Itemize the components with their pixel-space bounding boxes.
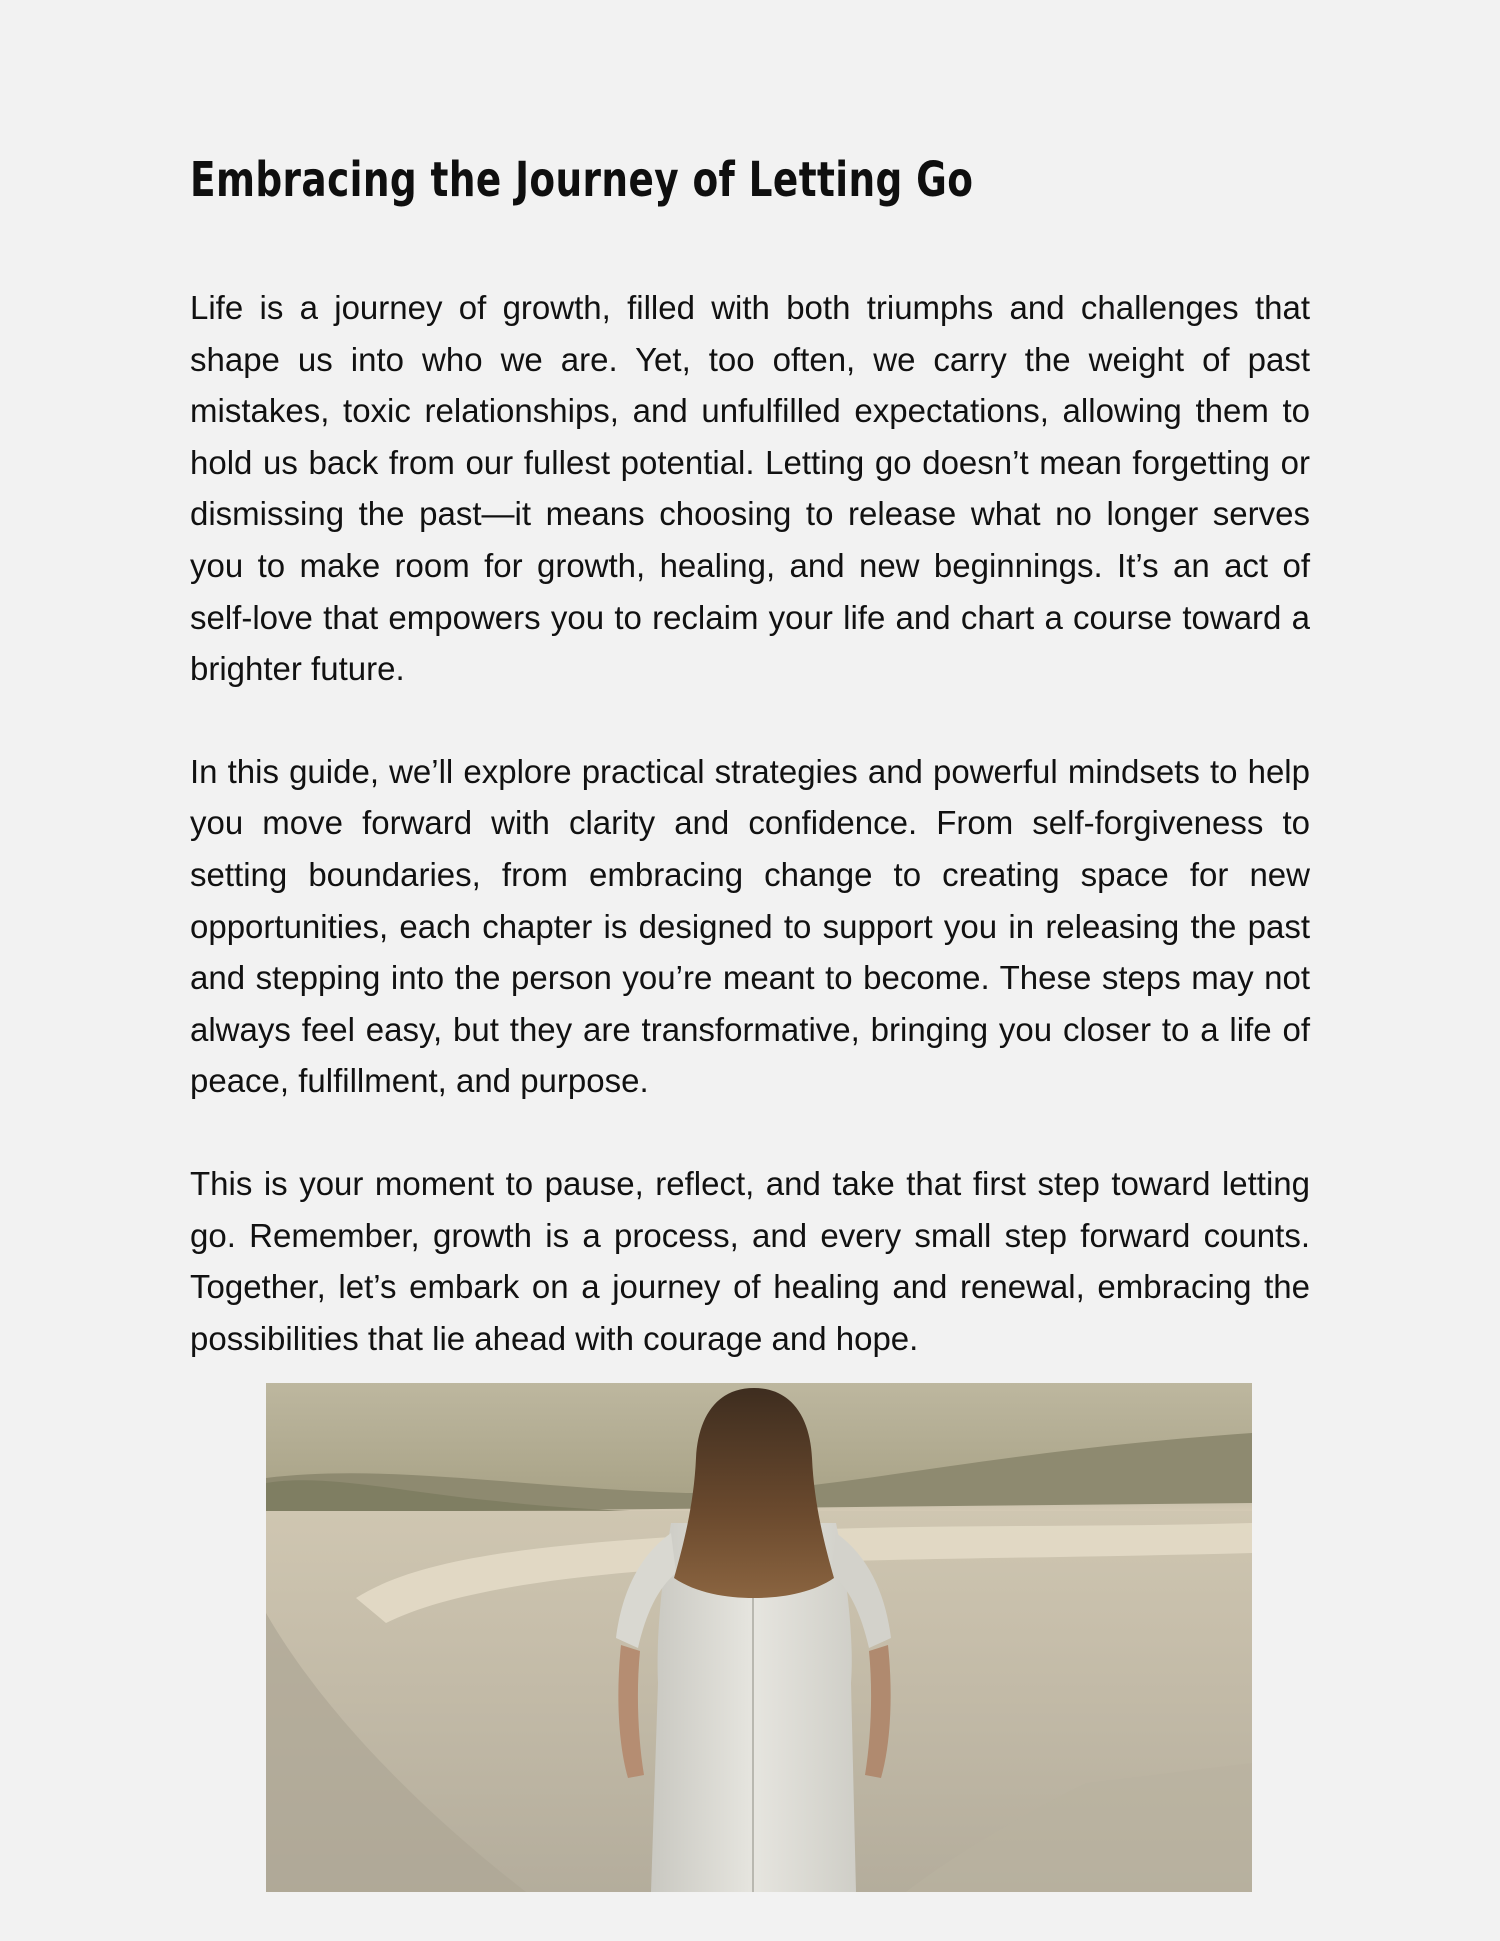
page-title: Embracing the Journey of Letting Go <box>190 152 974 208</box>
beach-photo <box>266 1383 1252 1892</box>
beach-photo-illustration <box>266 1383 1252 1892</box>
paragraph-intro: Life is a journey of growth, filled with both triumphs and challenges that shape us into who we are. Yet, too often, we carry the weight of past mistakes, toxic relationships, and unfulfilled expectations, allowing them to hold us back from our fullest potential. Letting go doesn’t mean forgetting or dismissing the past—it means choosing to release what no longer serves you to make room for growth, healing, and new beginnings. It’s an act of self-love that empowers you to reclaim your life and chart a course toward a brighter future. <box>190 289 1310 688</box>
document-content <box>190 140 1310 1364</box>
body-text <box>190 282 1310 1364</box>
paragraph-closing: This is your moment to pause, reflect, and take that first step toward letting go. Remember, growth is a process, and every small step forward counts. Together, let’s embark on a journey of healing and renewal, embracing the possibilities that lie ahead with courage and hope. <box>190 1164 1310 1357</box>
paragraph-guide: In this guide, we’ll explore practical strategies and powerful mindsets to help you move forward with clarity and confidence. From self-forgiveness to setting boundaries, from embracing change to creating space for new opportunities, each chapter is designed to support you in releasing the past and stepping into the person you’re meant to become. These steps may not always feel easy, but they are transformative, bringing you closer to a life of peace, fulfillment, and purpose. <box>190 752 1310 1100</box>
